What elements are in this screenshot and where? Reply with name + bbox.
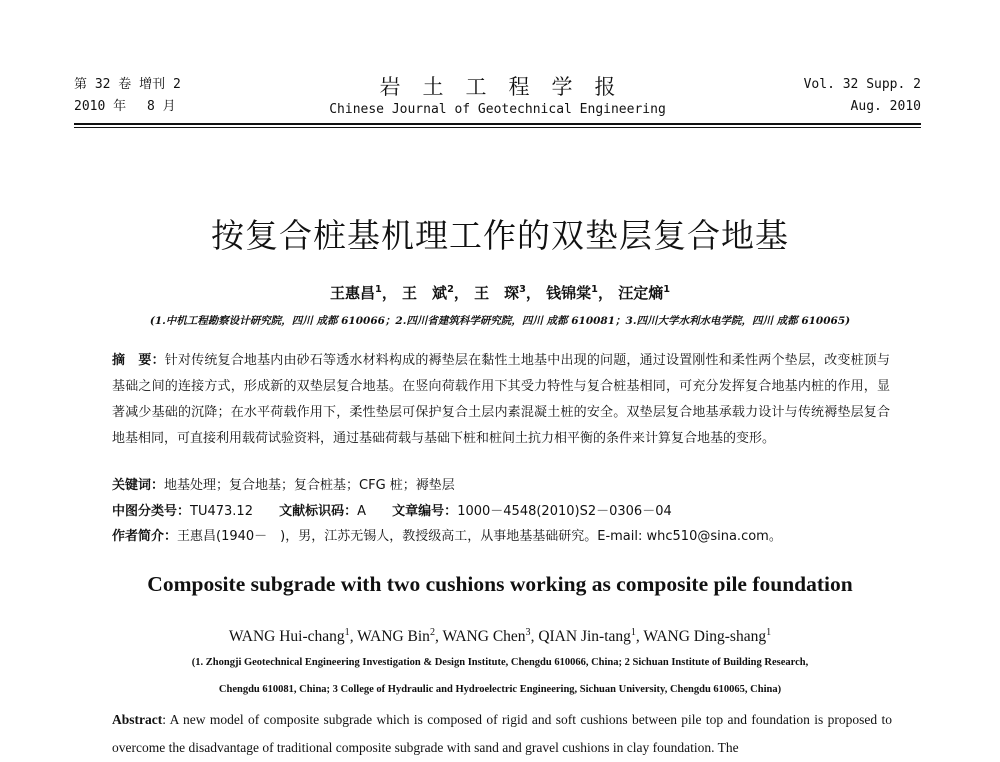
author-cn: 王 斌 — [402, 284, 448, 302]
clc-number: TU473.12 — [190, 504, 253, 519]
author-en: WANG Hui-chang — [228, 628, 345, 645]
author-bio — [112, 525, 912, 544]
date-cn: 2010 年 8 月 — [74, 99, 176, 114]
affiliations-en-line-1: (1. Zhongji Geotechnical Engineering Investigation & Design Institute, Chengdu 610066, China; 2 Sichuan Institute of Building Research, — [191, 657, 809, 668]
author-cn: 王 琛 — [474, 284, 520, 302]
classification-line — [112, 500, 912, 519]
author-affiliation-marker: 1 — [344, 626, 350, 638]
volume-issue-en: Vol. 32 Supp. 2 — [803, 77, 921, 92]
abstract-en — [112, 706, 892, 762]
abstract-label-en: Abstract — [112, 712, 163, 727]
header-rule-thin — [74, 127, 921, 128]
paper-title-cn: 按复合桩基机理工作的双垫层复合地基 — [211, 216, 789, 255]
journal-title-cn: 岩土工程学报 — [379, 75, 638, 99]
journal-title-en: Chinese Journal of Geotechnical Engineering — [329, 102, 666, 117]
keywords-cn — [112, 474, 912, 493]
affiliations-cn: (1.中机工程勘察设计研究院，四川 成都 610066；2.四川省建筑科学研究院，四川 成都 610081；3.四川大学水利水电学院，四川 成都 610065) — [149, 315, 851, 327]
document-code-label: 文献标识码： — [279, 504, 358, 519]
paper-title-en: Composite subgrade with two cushions working as composite pile foundation — [147, 572, 853, 596]
header-center — [74, 74, 921, 120]
document-code: A — [357, 504, 367, 519]
header-rule-thick — [74, 123, 921, 125]
running-header — [74, 74, 921, 124]
author-affiliation-marker: 1 — [630, 626, 636, 638]
author-affiliation-marker: 1 — [766, 626, 772, 638]
date-en: Aug. 2010 — [850, 99, 921, 114]
author-en: QIAN Jin-tang — [538, 628, 631, 645]
author-cn: 汪定熵 — [618, 284, 664, 302]
author-bio-text: 王惠昌(1940－ )，男，江苏无锡人，教授级高工，从事地基基础研究。E-mail: whc510@sina.com。 — [177, 529, 782, 544]
author-bio-label: 作者简介： — [112, 529, 178, 544]
author-affiliation-marker: 2 — [429, 626, 435, 638]
volume-issue-cn: 第 32 卷 增刊 2 — [74, 77, 181, 92]
author-list-cn: 王惠昌$^1$， 王 斌$^2$， 王 琛$^3$， 钱锦棠$^1$， 汪定熵$^1$ — [330, 284, 670, 302]
author-affiliation-marker: 3 — [519, 284, 526, 295]
author-affiliation-marker: 2 — [447, 284, 454, 295]
author-affiliation-marker: 1 — [663, 284, 670, 295]
author-affiliation-marker: 1 — [375, 284, 382, 295]
abstract-cn — [112, 348, 890, 452]
article-number-label: 文章编号： — [392, 504, 458, 519]
abstract-text-en: : A new model of composite subgrade which is composed of rigid and soft cushions between pile top and foundation is proposed to overcome the disadvantage of traditional composite subgrade with sand and gravel cushions in clay foundation. The — [112, 712, 892, 755]
header-right — [804, 74, 921, 118]
affiliations-en-line-2: Chengdu 610081, China; 3 College of Hydraulic and Hydroelectric Engineering, Sichuan University, Chengdu 610065, China) — [218, 684, 782, 695]
author-cn: 钱锦棠 — [546, 284, 592, 302]
author-en: WANG Ding-shang — [643, 628, 767, 645]
article-number: 1000－4548(2010)S2－0306－04 — [457, 504, 672, 519]
author-en: WANG Bin — [357, 628, 430, 645]
abstract-label-cn: 摘 要： — [112, 353, 165, 368]
author-en: WANG Chen — [442, 628, 526, 645]
author-cn: 王惠昌 — [330, 284, 376, 302]
author-affiliation-marker: 1 — [591, 284, 598, 295]
author-list-en: WANG Hui-chang$^1$, WANG Bin$^2$, WANG Chen$^3$, QIAN Jin-tang$^1$, WANG Ding-shang$^1$ — [228, 626, 772, 645]
author-affiliation-marker: 3 — [525, 626, 531, 638]
abstract-text-cn: 针对传统复合地基内由砂石等透水材料构成的褥垫层在黏性土地基中出现的问题，通过设置刚性和柔性两个垫层，改变桩顶与基础之间的连接方式，形成新的双垫层复合地基。在竖向荷载作用下其受力特性与复合桩基相同，可充分发挥复合地基内桩的作用，显著减少基础的沉降；在水平荷载作用下，柔性垫层可保护复合土层内素混凝土桩的安全。双垫层复合地基承载力设计与传统褥垫层复合地基相同，可直接利用载荷试验资料，通过基础荷载与基础下桩和桩间土抗力相平衡的条件来计算复合地基的变形。 — [112, 353, 890, 446]
keywords-text-cn: 地基处理；复合地基；复合桩基；CFG 桩；褥垫层 — [164, 478, 455, 493]
clc-label: 中图分类号： — [112, 504, 191, 519]
keywords-label-cn: 关键词： — [112, 478, 165, 493]
